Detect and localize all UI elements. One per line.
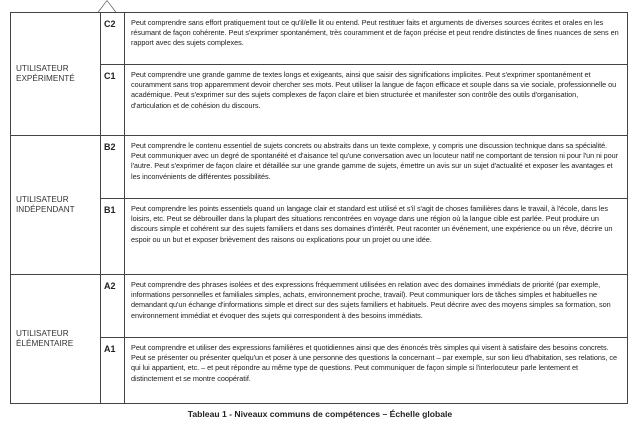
level-description: Peut comprendre et utiliser des expressions familières et quotidiennes ainsi que des énoncés très simples qui visent à satisfaire des besoins concrets. Peut se présenter ou présenter quelqu'un et poser à une personne des questions la concernant – par exemple, sur son lieu d'habitation, ses relations, ce qui lui appartient, etc. – et peut répondre au même type de questions. Peut communiquer de façon simple si l'interlocuteur parle lentement et distinctement et se montre coopératif. bbox=[125, 338, 628, 404]
table-caption: Tableau 1 - Niveaux communs de compétences – Échelle globale bbox=[187, 409, 453, 419]
table-row bbox=[11, 275, 628, 338]
levels-table bbox=[10, 12, 628, 404]
table-row bbox=[11, 13, 628, 65]
table-row bbox=[11, 338, 628, 404]
table-row bbox=[11, 136, 628, 199]
level-description: Peut comprendre des phrases isolées et des expressions fréquemment utilisées en relation avec des domaines immédiats de priorité (par exemple, informations personnelles et familiales simples, achats, environnement proche, travail). Peut communiquer lors de tâches simples et habituelles ne demandant qu'un échange d'informations simple et direct sur des sujets familiers et habituels. Peut décrire avec des moyens simples sa formation, son environnement immédiat et évoquer des sujets qui correspondent à des besoins immédiats. bbox=[125, 275, 628, 338]
group-label: UTILISATEUR ÉLÉMENTAIRE bbox=[11, 275, 101, 404]
level-code: A2 bbox=[101, 275, 125, 338]
level-description: Peut comprendre une grande gamme de textes longs et exigeants, ainsi que saisir des significations implicites. Peut s'exprimer spontanément et couramment sans trop apparemment devoir chercher ses mots. Peut utiliser la langue de façon efficace et souple dans sa vie sociale, professionnelle ou académique. Peut s'exprimer sur des sujets complexes de façon claire et bien structurée et manifester son contrôle des outils d'organisation, d'articulation et de cohésion du discours. bbox=[125, 65, 628, 136]
table-row bbox=[11, 65, 628, 136]
group-label: UTILISATEUR EXPÉRIMENTÉ bbox=[11, 13, 101, 136]
level-code: C2 bbox=[101, 13, 125, 65]
table-row bbox=[11, 199, 628, 275]
level-description: Peut comprendre le contenu essentiel de sujets concrets ou abstraits dans un texte complexe, y compris une discussion technique dans sa spécialité. Peut communiquer avec un degré de spontanéité et d'aisance tel qu'une conversation avec un locuteur natif ne comportant de tension ni pour l'un ni pour l'autre. Peut s'exprimer de façon claire et détaillée sur une grande gamme de sujets, émettre un avis sur un sujet d'actualité et exposer les avantages et les inconvénients de différentes possibilités. bbox=[125, 136, 628, 199]
level-code: B1 bbox=[101, 199, 125, 275]
level-code: A1 bbox=[101, 338, 125, 404]
level-description: Peut comprendre sans effort pratiquement tout ce qu'il/elle lit ou entend. Peut restituer faits et arguments de diverses sources écrites et orales en les résumant de façon cohérente. Peut s'exprimer spontanément, très couramment et de façon précise et peut rendre distinctes de fines nuances de sens en rapport avec des sujets complexes. bbox=[125, 13, 628, 65]
level-description: Peut comprendre les points essentiels quand un langage clair et standard est utilisé et s'il s'agit de choses familières dans le travail, à l'école, dans les loisirs, etc. Peut se débrouiller dans la plupart des situations rencontrées en voyage dans une région où la langue cible est parlée. Peut produire un discours simple et cohérent sur des sujets familiers et dans ses domaines d'intérêt. Peut raconter un événement, une expérience ou un rêve, décrire un espoir ou un but et exposer brièvement des raisons ou explications pour un projet ou une idée. bbox=[125, 199, 628, 275]
level-code: B2 bbox=[101, 136, 125, 199]
level-code: C1 bbox=[101, 65, 125, 136]
group-label: UTILISATEUR INDÉPENDANT bbox=[11, 136, 101, 275]
